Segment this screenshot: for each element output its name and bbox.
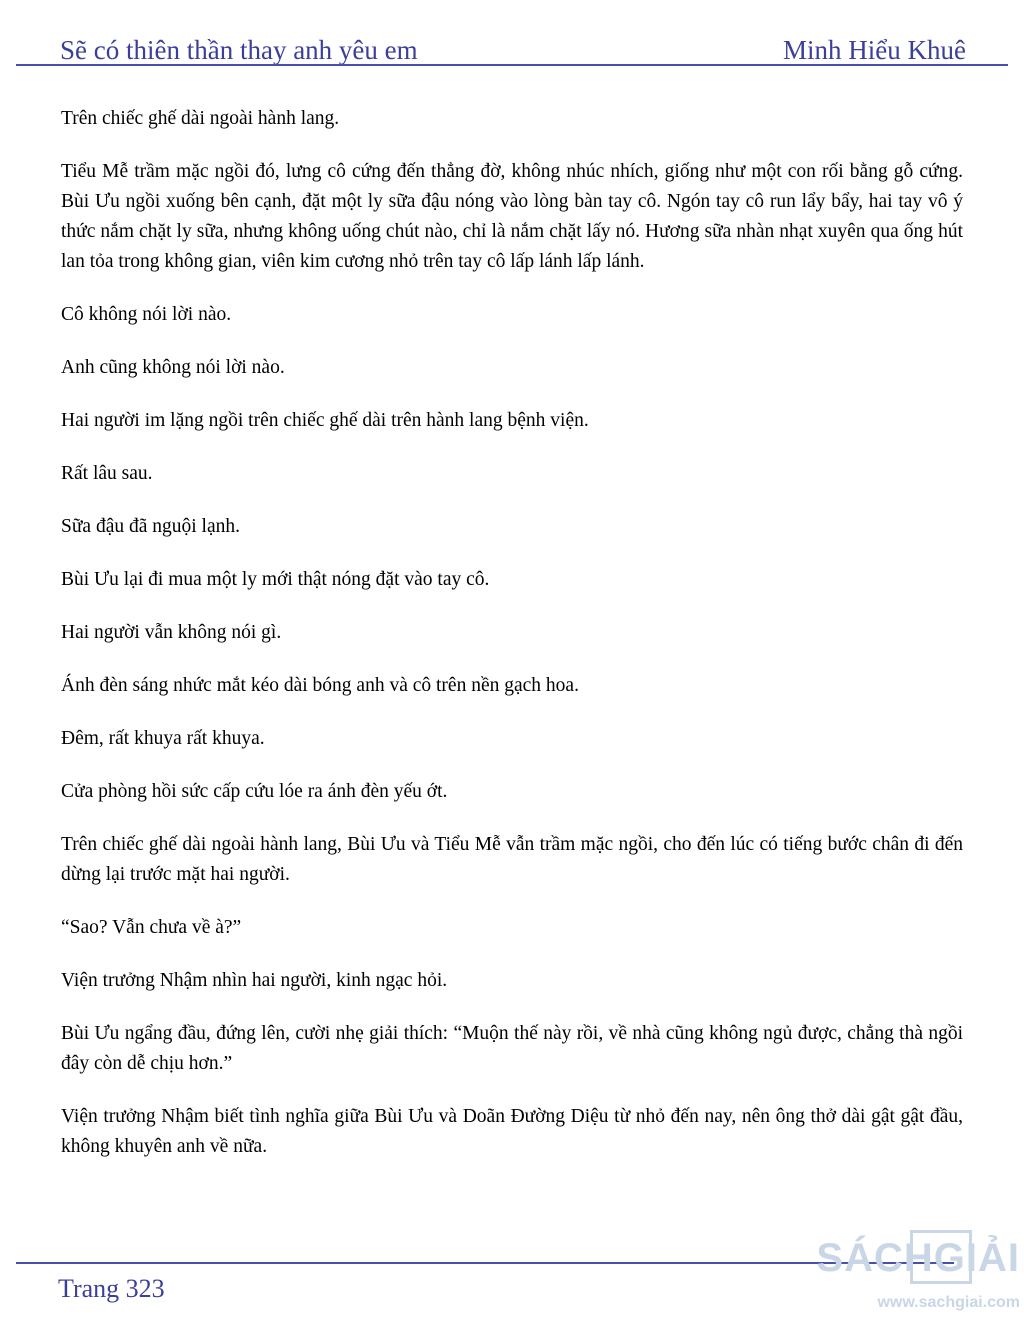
paragraph: Rất lâu sau. bbox=[61, 463, 153, 484]
paragraph: Anh cũng không nói lời nào. bbox=[61, 357, 285, 378]
paragraph: Trên chiếc ghế dài ngoài hành lang. bbox=[61, 108, 340, 129]
book-title: Sẽ có thiên thần thay anh yêu em bbox=[60, 35, 418, 65]
paragraph: Hai người vẫn không nói gì. bbox=[61, 622, 282, 643]
paragraph: Sữa đậu đã nguội lạnh. bbox=[61, 516, 240, 537]
paragraph: Đêm, rất khuya rất khuya. bbox=[61, 728, 265, 749]
page-header bbox=[60, 26, 966, 66]
paragraph: Hai người im lặng ngồi trên chiếc ghế dài trên hành lang bệnh viện. bbox=[61, 410, 589, 431]
watermark-logo-text: SÁCHGIẢI bbox=[816, 1236, 1020, 1280]
watermark-url: www.sachgiai.com bbox=[877, 1294, 1020, 1311]
watermark-logo bbox=[810, 1222, 1020, 1322]
paragraph: Ánh đèn sáng nhức mắt kéo dài bóng anh và cô trên nền gạch hoa. bbox=[61, 675, 579, 696]
paragraph: Bùi Ưu lại đi mua một ly mới thật nóng đặt vào tay cô. bbox=[61, 569, 490, 590]
page-number: Trang 323 bbox=[58, 1274, 165, 1303]
paragraph: Cô không nói lời nào. bbox=[61, 304, 232, 325]
paragraph: Cửa phòng hồi sức cấp cứu lóe ra ánh đèn yếu ớt. bbox=[61, 781, 448, 802]
header-divider bbox=[16, 64, 1008, 66]
author-name: Minh Hiểu Khuê bbox=[783, 35, 966, 65]
paragraph: “Sao? Vẫn chưa về à?” bbox=[61, 917, 242, 938]
paragraph: Bùi Ưu ngẩng đầu, đứng lên, cười nhẹ giải thích: “Muộn thế này rồi, về nhà cũng không ngủ được, chẳng thà ngồi đây còn dễ chịu hơn.” bbox=[61, 1023, 963, 1074]
paragraph: Viện trưởng Nhậm nhìn hai người, kinh ngạc hỏi. bbox=[61, 970, 448, 991]
paragraph: Trên chiếc ghế dài ngoài hành lang, Bùi Ưu và Tiểu Mễ vẫn trầm mặc ngồi, cho đến lúc có tiếng bước chân đi đến dừng lại trước mặt hai người. bbox=[61, 834, 963, 885]
paragraph: Viện trưởng Nhậm biết tình nghĩa giữa Bùi Ưu và Doãn Đường Diệu từ nhỏ đến nay, nên ông thở dài gật gật đầu, không khuyên anh về nữa. bbox=[61, 1106, 963, 1157]
body-text bbox=[61, 104, 963, 1185]
paragraph: Tiểu Mễ trầm mặc ngồi đó, lưng cô cứng đến thẳng đờ, không nhúc nhích, giống như một con rối bằng gỗ cứng. Bùi Ưu ngồi xuống bên cạnh, đặt một ly sữa đậu nóng vào lòng bàn tay cô. Ngón tay cô run lẩy bẩy, hai tay vô ý thức nắm chặt ly sữa, nhưng không uống chút nào, chỉ là nắm chặt lấy nó. Hương sữa nhàn nhạt xuyên qua ống hút lan tỏa trong không gian, viên kim cương nhỏ trên tay cô lấp lánh lấp lánh. bbox=[61, 161, 963, 272]
